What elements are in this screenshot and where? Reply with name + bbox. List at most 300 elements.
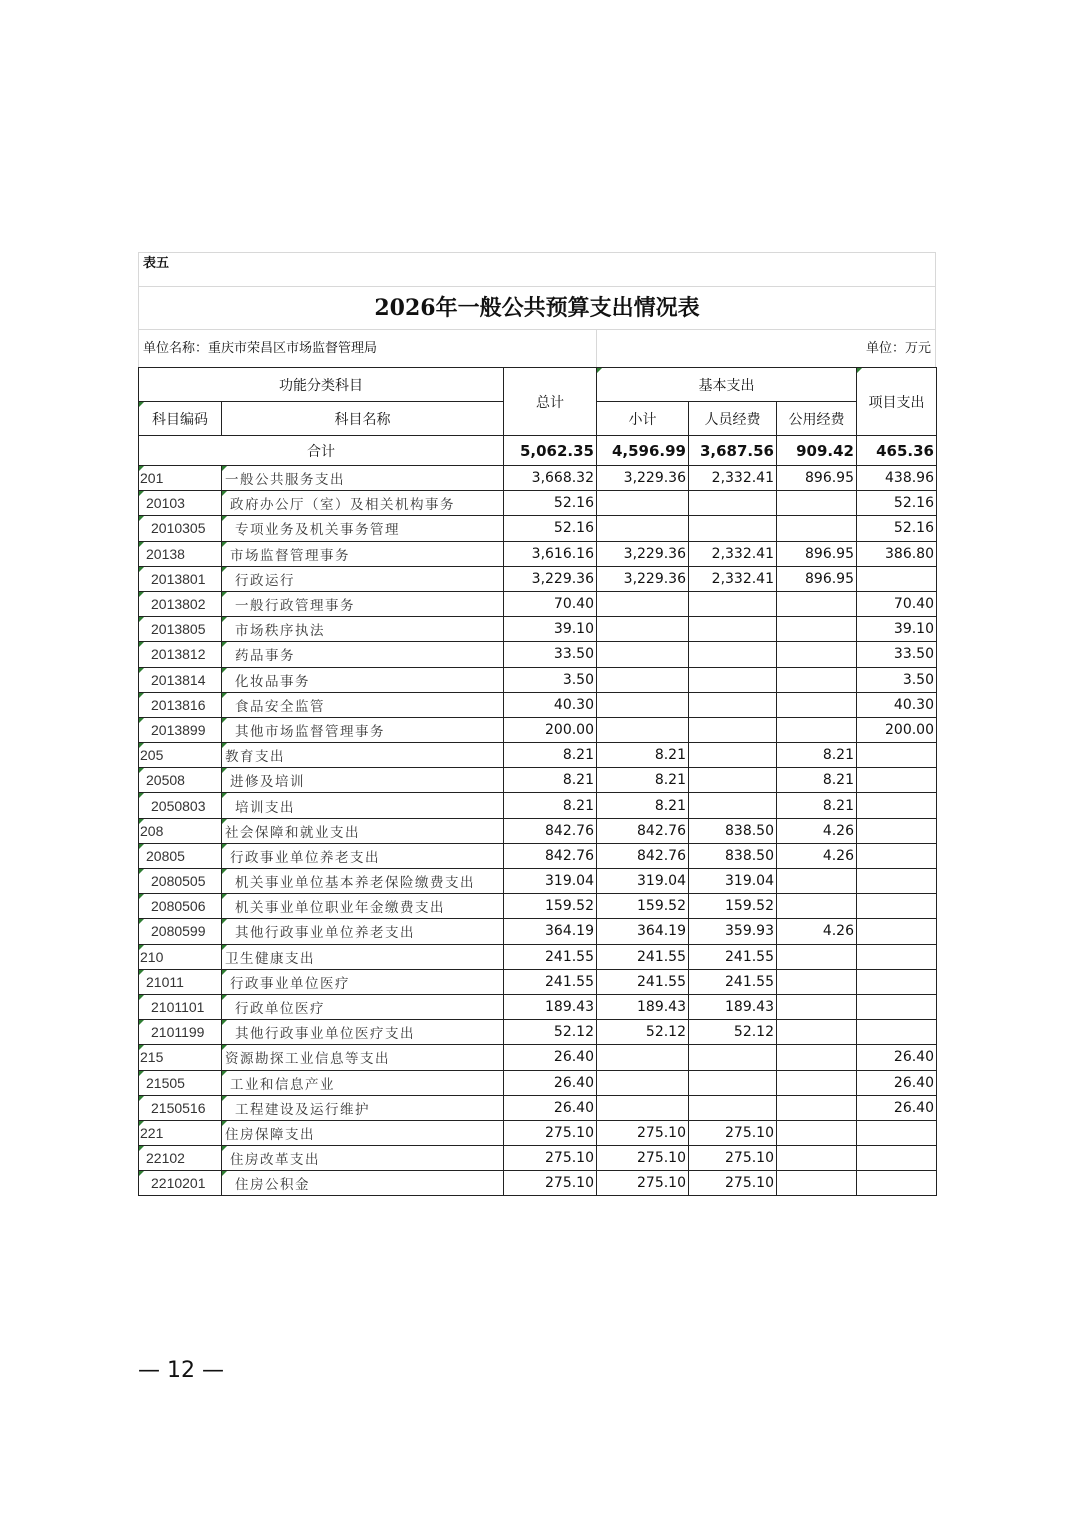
cell-marker (222, 516, 227, 521)
subject-code (139, 919, 222, 944)
subject-name-text: 市场监督管理事务 (230, 547, 350, 564)
cell-marker (222, 894, 227, 899)
unit-row (139, 330, 935, 367)
amount-subtotal: 52.12 (597, 1020, 689, 1045)
amount-public: 896.95 (777, 541, 857, 566)
table-row (139, 818, 937, 843)
subject-code (139, 717, 222, 742)
cell-marker (139, 743, 144, 748)
amount-total: 842.76 (504, 843, 597, 868)
cell-marker (222, 491, 227, 496)
subject-name-text: 卫生健康支出 (225, 950, 315, 967)
amount-total: 200.00 (504, 717, 597, 742)
amount-public (777, 994, 857, 1019)
header-row-1 (139, 368, 937, 402)
amount-subtotal: 159.52 (597, 894, 689, 919)
amount-personnel (689, 667, 777, 692)
cell-marker (139, 642, 144, 647)
subject-name-text: 工程建设及运行维护 (235, 1101, 370, 1118)
cell-marker (139, 402, 144, 407)
table-row (139, 994, 937, 1019)
sheet-header (138, 252, 936, 367)
cell-marker (139, 995, 144, 1000)
subject-name-text: 住房保障支出 (225, 1126, 315, 1143)
header-project-label: 项目支出 (868, 394, 925, 411)
amount-public (777, 1171, 857, 1196)
amount-personnel (689, 692, 777, 717)
subject-name (222, 969, 504, 994)
amount-project: 52.16 (857, 491, 937, 516)
cell-marker (139, 768, 144, 773)
amount-public: 8.21 (777, 793, 857, 818)
table-label: 表五 (139, 253, 935, 287)
subject-code-text: 221 (140, 1124, 164, 1141)
cell-marker (222, 466, 227, 471)
subject-code-text: 205 (140, 747, 164, 764)
amount-public: 4.26 (777, 843, 857, 868)
amount-total: 3,616.16 (504, 541, 597, 566)
subject-code (139, 516, 222, 541)
table-row (139, 516, 937, 541)
cell-marker (139, 542, 144, 547)
subject-code (139, 1020, 222, 1045)
cell-marker (222, 642, 227, 647)
amount-public (777, 969, 857, 994)
cell-marker (222, 743, 227, 748)
cell-marker (139, 1020, 144, 1025)
subject-name-text: 机关事业单位职业年金缴费支出 (235, 900, 445, 917)
page-number: — 12 — (138, 1358, 224, 1383)
cell-marker (222, 819, 227, 824)
subject-code (139, 667, 222, 692)
amount-project (857, 1020, 937, 1045)
amount-total: 3,229.36 (504, 566, 597, 591)
subject-name (222, 743, 504, 768)
subject-code (139, 994, 222, 1019)
table-row (139, 491, 937, 516)
amount-total: 364.19 (504, 919, 597, 944)
subject-name (222, 566, 504, 591)
subject-name (222, 667, 504, 692)
subject-code-text: 2080505 (151, 873, 206, 890)
subject-name (222, 768, 504, 793)
header-function-group: 功能分类科目 (139, 368, 504, 402)
cell-marker (139, 970, 144, 975)
subject-code-text: 2013899 (151, 721, 206, 738)
table-row (139, 793, 937, 818)
cell-marker (222, 718, 227, 723)
amount-personnel: 2,332.41 (689, 566, 777, 591)
subject-name-text: 工业和信息产业 (230, 1076, 335, 1093)
subject-name (222, 1070, 504, 1095)
subject-code-text: 22102 (146, 1150, 185, 1167)
subject-code-text: 2013805 (151, 621, 206, 638)
amount-project: 39.10 (857, 617, 937, 642)
subject-name-text: 化妆品事务 (235, 673, 310, 690)
amount-subtotal: 275.10 (597, 1171, 689, 1196)
amount-public: 8.21 (777, 768, 857, 793)
amount-total: 52.12 (504, 1020, 597, 1045)
subject-name-text: 进修及培训 (230, 774, 305, 791)
amount-project (857, 894, 937, 919)
total-project: 465.36 (857, 436, 937, 466)
header-code (139, 402, 222, 436)
amount-subtotal: 364.19 (597, 919, 689, 944)
subject-code (139, 894, 222, 919)
header-basic-label: 基本支出 (698, 377, 755, 394)
subject-name-text: 行政单位医疗 (235, 1001, 325, 1018)
cell-marker (139, 617, 144, 622)
subject-name (222, 1146, 504, 1171)
cell-marker (222, 567, 227, 572)
subject-code-text: 2013812 (151, 646, 206, 663)
subject-code-text: 2101199 (151, 1024, 205, 1041)
table-row (139, 566, 937, 591)
header-code-label: 科目编码 (152, 411, 208, 428)
amount-total: 8.21 (504, 768, 597, 793)
amount-subtotal (597, 1095, 689, 1120)
subject-name (222, 717, 504, 742)
subject-name-text: 一般公共服务支出 (225, 472, 345, 489)
amount-personnel (689, 768, 777, 793)
table-row (139, 768, 937, 793)
amount-subtotal: 275.10 (597, 1120, 689, 1145)
cell-marker (222, 693, 227, 698)
subject-name-text: 药品事务 (235, 648, 295, 665)
subject-name-text: 教育支出 (225, 749, 285, 766)
table-row (139, 667, 937, 692)
amount-public (777, 894, 857, 919)
table-row (139, 541, 937, 566)
table-row (139, 1020, 937, 1045)
subject-name (222, 617, 504, 642)
amount-project (857, 1171, 937, 1196)
total-personnel: 3,687.56 (689, 436, 777, 466)
subject-code (139, 566, 222, 591)
amount-personnel: 159.52 (689, 894, 777, 919)
subject-name-text: 行政事业单位养老支出 (230, 849, 380, 866)
amount-public (777, 1020, 857, 1045)
cell-marker (139, 567, 144, 572)
subject-code-text: 2013814 (151, 671, 206, 688)
subject-name (222, 1020, 504, 1045)
cell-marker (222, 945, 227, 950)
amount-project: 26.40 (857, 1070, 937, 1095)
amount-subtotal (597, 642, 689, 667)
amount-subtotal: 8.21 (597, 793, 689, 818)
cell-marker (222, 844, 227, 849)
subject-code (139, 617, 222, 642)
amount-subtotal (597, 617, 689, 642)
amount-public: 8.21 (777, 743, 857, 768)
subject-code (139, 1045, 222, 1070)
header-name: 科目名称 (222, 402, 504, 436)
amount-project: 438.96 (857, 466, 937, 491)
amount-subtotal: 319.04 (597, 869, 689, 894)
subject-code (139, 743, 222, 768)
cell-marker (222, 668, 227, 673)
subject-name (222, 516, 504, 541)
subject-name (222, 994, 504, 1019)
amount-personnel (689, 591, 777, 616)
subject-code (139, 944, 222, 969)
subject-name-text: 行政事业单位医疗 (230, 975, 350, 992)
subject-name-text: 住房公积金 (235, 1177, 310, 1194)
amount-subtotal: 8.21 (597, 768, 689, 793)
amount-total: 319.04 (504, 869, 597, 894)
total-label: 合计 (139, 436, 504, 466)
amount-total: 40.30 (504, 692, 597, 717)
amount-subtotal (597, 1070, 689, 1095)
subject-name-text: 资源勘探工业信息等支出 (225, 1051, 390, 1068)
amount-total: 3,668.32 (504, 466, 597, 491)
amount-total: 189.43 (504, 994, 597, 1019)
subject-code-text: 208 (140, 822, 164, 839)
amount-total: 8.21 (504, 743, 597, 768)
amount-personnel (689, 717, 777, 742)
amount-subtotal: 3,229.36 (597, 466, 689, 491)
amount-project: 70.40 (857, 591, 937, 616)
amount-personnel: 2,332.41 (689, 541, 777, 566)
subject-name (222, 541, 504, 566)
amount-public (777, 667, 857, 692)
amount-public (777, 491, 857, 516)
amount-personnel (689, 793, 777, 818)
table-row (139, 1146, 937, 1171)
subject-code (139, 491, 222, 516)
subject-code-text: 2210201 (151, 1175, 206, 1192)
subject-code (139, 768, 222, 793)
cell-marker (222, 1121, 227, 1126)
subject-code-text: 20805 (146, 847, 185, 864)
cell-marker (222, 768, 227, 773)
cell-marker (139, 894, 144, 899)
amount-personnel (689, 516, 777, 541)
table-row (139, 944, 937, 969)
amount-project (857, 969, 937, 994)
cell-marker (222, 542, 227, 547)
subject-code (139, 969, 222, 994)
subject-code (139, 692, 222, 717)
table-row (139, 843, 937, 868)
subject-name-text: 培训支出 (235, 799, 295, 816)
amount-total: 33.50 (504, 642, 597, 667)
amount-subtotal: 3,229.36 (597, 566, 689, 591)
amount-personnel: 241.55 (689, 944, 777, 969)
header-project (857, 368, 937, 436)
subject-code (139, 1070, 222, 1095)
amount-total: 52.16 (504, 516, 597, 541)
amount-personnel (689, 617, 777, 642)
amount-total: 39.10 (504, 617, 597, 642)
subject-name-text: 机关事业单位基本养老保险缴费支出 (235, 875, 475, 892)
total-public: 909.42 (777, 436, 857, 466)
cell-marker (139, 466, 144, 471)
cell-marker (857, 368, 862, 373)
subject-code-text: 21011 (146, 973, 184, 990)
table-row (139, 1171, 937, 1196)
amount-project (857, 1146, 937, 1171)
table-row (139, 1120, 937, 1145)
amount-subtotal (597, 717, 689, 742)
subject-name (222, 1095, 504, 1120)
table-row (139, 591, 937, 616)
subject-name-text: 行政运行 (235, 572, 295, 589)
amount-public (777, 642, 857, 667)
header-total: 总计 (504, 368, 597, 436)
amount-project (857, 843, 937, 868)
amount-project (857, 944, 937, 969)
subject-code-text: 2013802 (151, 596, 206, 613)
amount-total: 275.10 (504, 1146, 597, 1171)
subject-code-text: 2080506 (151, 898, 206, 915)
amount-project (857, 793, 937, 818)
cell-marker (139, 1071, 144, 1076)
subject-code (139, 793, 222, 818)
amount-project (857, 743, 937, 768)
cell-marker (222, 793, 227, 798)
amount-personnel (689, 1070, 777, 1095)
subject-code-text: 2013801 (151, 570, 206, 587)
amount-public: 4.26 (777, 818, 857, 843)
table-row (139, 894, 937, 919)
amount-subtotal (597, 1045, 689, 1070)
amount-personnel: 2,332.41 (689, 466, 777, 491)
subject-code-text: 210 (140, 948, 164, 965)
cell-marker (222, 995, 227, 1000)
subject-name (222, 466, 504, 491)
subject-name (222, 919, 504, 944)
cell-marker (139, 793, 144, 798)
header-public: 公用经费 (777, 402, 857, 436)
amount-public (777, 944, 857, 969)
table-row (139, 692, 937, 717)
subject-code (139, 1146, 222, 1171)
amount-public (777, 692, 857, 717)
amount-subtotal: 189.43 (597, 994, 689, 1019)
amount-subtotal (597, 692, 689, 717)
amount-personnel: 838.50 (689, 818, 777, 843)
amount-public: 4.26 (777, 919, 857, 944)
subject-code-text: 20103 (146, 495, 185, 512)
page-title: 2026年一般公共预算支出情况表 (139, 287, 935, 330)
currency-unit: 单位：万元 (865, 341, 931, 356)
subject-name (222, 818, 504, 843)
amount-project (857, 818, 937, 843)
cell-marker (222, 970, 227, 975)
amount-public (777, 1120, 857, 1145)
subject-code-text: 215 (140, 1049, 164, 1066)
subject-code (139, 1095, 222, 1120)
amount-personnel: 189.43 (689, 994, 777, 1019)
subject-name (222, 944, 504, 969)
subject-code-text: 2013816 (151, 696, 206, 713)
cell-marker (139, 919, 144, 924)
amount-subtotal: 8.21 (597, 743, 689, 768)
cell-marker (139, 869, 144, 874)
amount-public (777, 516, 857, 541)
table-row (139, 617, 937, 642)
subject-name-text: 食品安全监管 (235, 698, 325, 715)
amount-subtotal: 241.55 (597, 944, 689, 969)
table-row (139, 743, 937, 768)
amount-project (857, 768, 937, 793)
subject-name (222, 642, 504, 667)
amount-personnel: 275.10 (689, 1146, 777, 1171)
header-subtotal: 小计 (597, 402, 689, 436)
amount-project: 26.40 (857, 1045, 937, 1070)
unit-divider (596, 330, 597, 367)
cell-marker (222, 1020, 227, 1025)
amount-project: 386.80 (857, 541, 937, 566)
table-row (139, 919, 937, 944)
amount-personnel: 241.55 (689, 969, 777, 994)
amount-subtotal: 842.76 (597, 843, 689, 868)
subject-code-text: 2010305 (151, 520, 206, 537)
amount-project: 200.00 (857, 717, 937, 742)
amount-public (777, 1095, 857, 1120)
amount-personnel: 359.93 (689, 919, 777, 944)
amount-subtotal: 275.10 (597, 1146, 689, 1171)
subject-name-text: 其他行政事业单位养老支出 (235, 925, 415, 942)
subject-name-text: 其他市场监督管理事务 (235, 723, 385, 740)
cell-marker (222, 1146, 227, 1151)
amount-public (777, 591, 857, 616)
subject-code (139, 818, 222, 843)
subject-code-text: 20138 (146, 545, 185, 562)
budget-sheet (138, 252, 936, 1196)
amount-subtotal (597, 667, 689, 692)
amount-subtotal (597, 491, 689, 516)
cell-marker (139, 1171, 144, 1176)
amount-personnel: 52.12 (689, 1020, 777, 1045)
table-row (139, 1045, 937, 1070)
subject-name-text: 社会保障和就业支出 (225, 824, 360, 841)
cell-marker (222, 1096, 227, 1101)
amount-total: 842.76 (504, 818, 597, 843)
amount-personnel (689, 743, 777, 768)
amount-public (777, 617, 857, 642)
total-row (139, 436, 937, 466)
table-row (139, 869, 937, 894)
amount-total: 8.21 (504, 793, 597, 818)
amount-total: 3.50 (504, 667, 597, 692)
subject-name-text: 其他行政事业单位医疗支出 (235, 1026, 415, 1043)
subject-code (139, 466, 222, 491)
amount-personnel: 275.10 (689, 1171, 777, 1196)
subject-name (222, 843, 504, 868)
subject-name-text: 市场秩序执法 (235, 623, 325, 640)
table-row (139, 717, 937, 742)
subject-code (139, 541, 222, 566)
subject-name-text: 政府办公厅（室）及相关机构事务 (230, 497, 455, 514)
header-basic (597, 368, 857, 402)
table-row (139, 1070, 937, 1095)
subject-name (222, 692, 504, 717)
subject-code (139, 1120, 222, 1145)
cell-marker (222, 869, 227, 874)
amount-public (777, 717, 857, 742)
subject-name (222, 1045, 504, 1070)
unit-name: 单位名称：重庆市荣昌区市场监督管理局 (143, 341, 378, 356)
amount-total: 159.52 (504, 894, 597, 919)
subject-name (222, 491, 504, 516)
table-row (139, 1095, 937, 1120)
cell-marker (139, 491, 144, 496)
amount-total: 52.16 (504, 491, 597, 516)
amount-project: 33.50 (857, 642, 937, 667)
cell-marker (139, 516, 144, 521)
